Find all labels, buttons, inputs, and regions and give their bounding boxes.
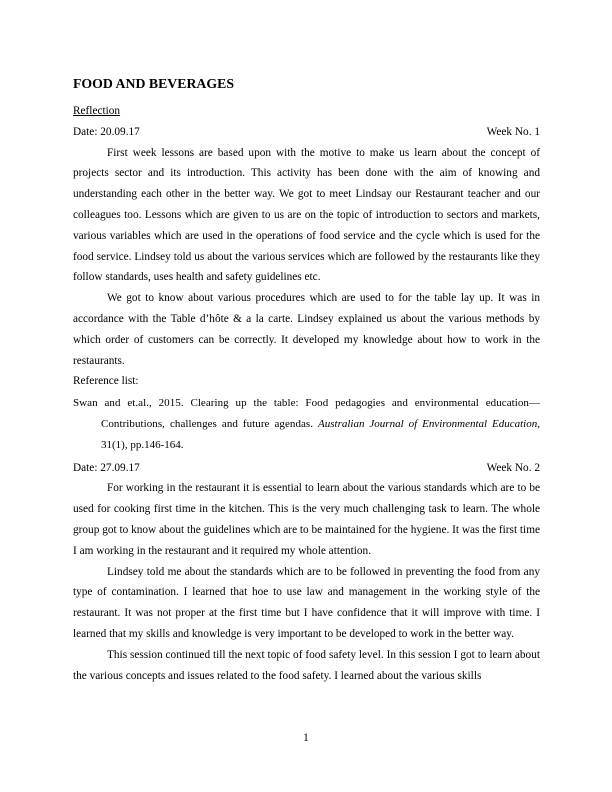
week2-number: Week No. 2: [486, 461, 540, 474]
page-number: 1: [303, 732, 309, 744]
week2-paragraph-2: Lindsey told me about the standards which are to be followed in preventing the food from any type of contamination. I learned that hoe to use law and management in the working style of the restaurant. It was not proper at the first time but I have confidence that it will improve with time. I learned that my skills and knowledge is very important to be developed to work in the better way.: [73, 565, 540, 640]
week2-date: Date: 27.09.17: [73, 461, 140, 474]
week2-header: [73, 458, 540, 479]
week1-date: Date: 20.09.17: [73, 125, 140, 138]
week2-paragraph-3: This session continued till the next topic of food safety level. In this session I got to learn about the various concepts and issues related to the food safety. I learned about the various skills: [73, 648, 540, 682]
page-title: FOOD AND BEVERAGES: [73, 76, 234, 91]
section-heading: Reflection: [73, 105, 121, 117]
reference-volume-pages: , 31(1), pp.146-164.: [101, 417, 540, 451]
reference-entry: [73, 393, 540, 455]
reference-authors-title: Swan and et.al., 2015. Clearing up the table: Food pedagogies and environmental education—Contributions, challenges and future agendas.: [73, 397, 540, 430]
page-content: [73, 74, 540, 686]
week2-paragraph-1: For working in the restaurant it is essential to learn about the various standards which are to be used for cooking first time in the kitchen. This is the very much challenging task to learn. The whole group got to know about the guidelines which are to be maintained for the hygiene. It was the first time I am working in the restaurant and it required my whole attention.: [73, 482, 540, 557]
week1-number: Week No. 1: [486, 125, 540, 138]
reference-journal: Australian Journal of Environmental Education: [318, 417, 538, 430]
week1-header: [73, 122, 540, 143]
week1-paragraph-1: First week lessons are based upon with the motive to make us learn about the concept of projects sector and its introduction. This activity has been done with the aim of knowing and understanding each other in the better way. We got to meet Lindsay our Restaurant teacher and our colleagues too. Lessons which are given to us are on the topic of introduction to sectors and markets, various variables which are used in the operations of food service and the cycle which is used for the food service. Lindsey told us about the various services which are followed by the restaurants like they follow standards, uses health and safety guidelines etc.: [73, 146, 540, 284]
week1-paragraph-2: We got to know about various procedures which are used to for the table lay up. It was in accordance with the Table d’hôte & a la carte. Lindsey explained us about the various methods by which order of customers can be correctly. It developed my knowledge about how to work in the restaurants.: [73, 292, 540, 367]
reference-heading: Reference list:: [73, 375, 139, 388]
